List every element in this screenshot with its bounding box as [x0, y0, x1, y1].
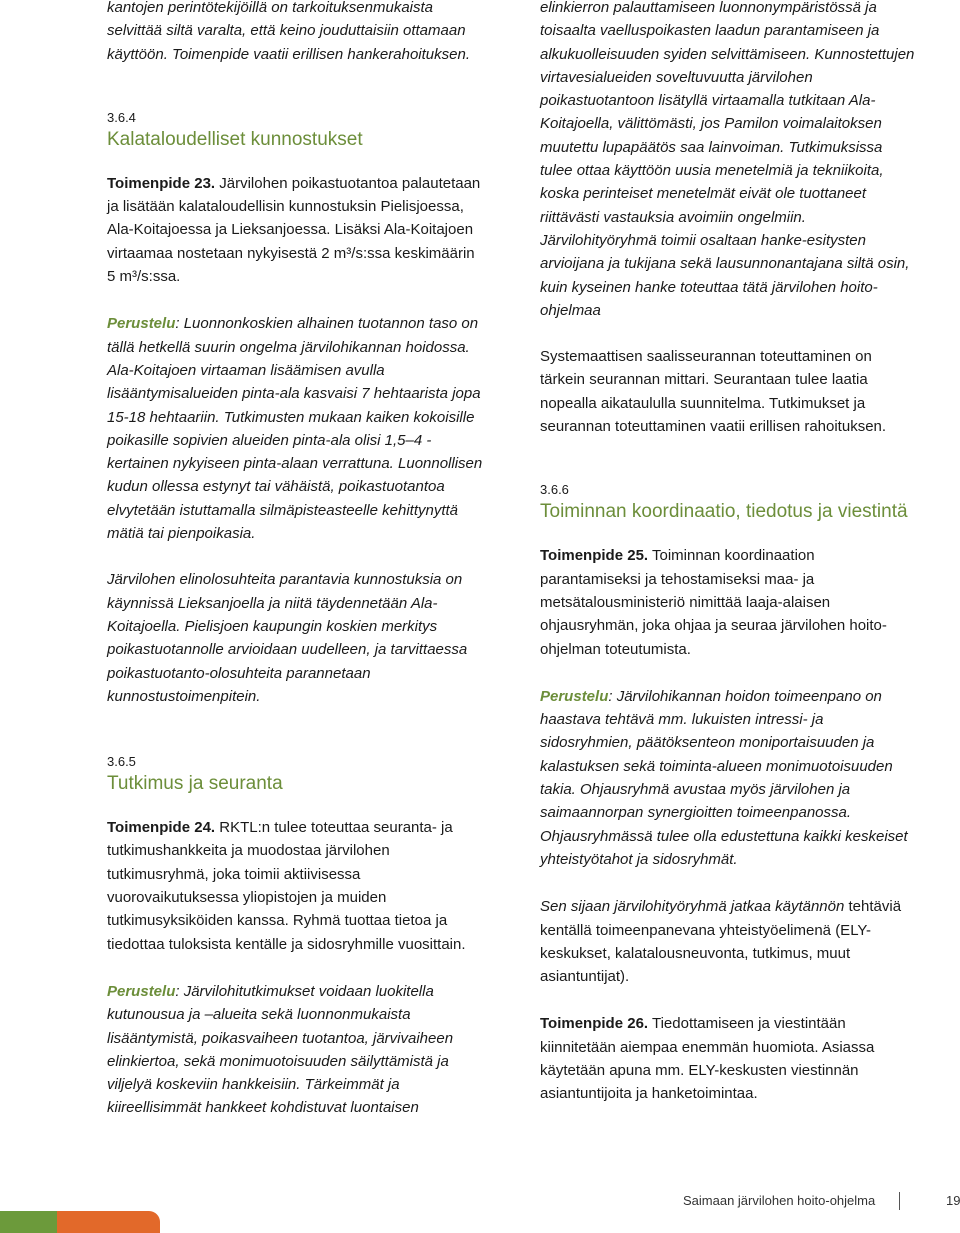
- tyoryhma-paragraph: [540, 895, 918, 988]
- page-number: 19: [946, 1193, 960, 1208]
- footer-green-bar: [0, 1211, 57, 1233]
- left-column: [107, 0, 485, 1120]
- section-3-6-5-title: Tutkimus ja seuranta: [107, 773, 283, 795]
- right-column: [540, 0, 918, 1106]
- perustelu-label: Perustelu: [107, 315, 176, 333]
- left-intro-paragraph: kantojen perintötekijöillä on tarkoituksenmukaista selvittää siltä varalta, että keino jouduttaisiin ottamaan käyttöön. Toimenpide vaatii erillisen hankerahoituksen.: [107, 0, 470, 63]
- section-3-6-4-title: Kalataloudelliset kunnostukset: [107, 128, 363, 150]
- footer-orange-bar: [57, 1211, 160, 1233]
- perustelu-25-text: : Järvilohikannan hoidon toimeenpano on haastava tehtävä mm. lukuisten intressi- ja sidosryhmien, päätöksenteon moniportaisuuden ja kalastuksen sekä toiminta-alueen monimuotoisuuden takia. Ohjausryhmä avustaa myös järvilohen ja saimaannorpan synergioitten toimeenpanossa. Ohjausryhmässä tulee olla edustettuna kaikki keskeiset yhteistyötahot ja sidosryhmät.: [540, 687, 908, 868]
- toimenpide-26-text: Tiedottamiseen ja viestintään kiinnitetään aiempaa enemmän huomiota. Asiassa käytetään apuna mm. ELY-keskusten viestinnän asiantuntijoita ja hanketoimintaa.: [540, 1015, 875, 1103]
- toimenpide-24-label: Toimenpide 24.: [107, 819, 216, 837]
- perustelu-label: Perustelu: [540, 687, 609, 705]
- tyoryhma-text: tehtäviä kentällä toimeenpanevana yhteistyöelimenä (ELY-keskukset, kalatalousneuvonta, tutkimus, muut asiantuntijat).: [540, 898, 902, 986]
- toimenpide-26-paragraph: [540, 1012, 918, 1105]
- elinolosuhteet-paragraph: Järvilohen elinolosuhteita parantavia kunnostuksia on käynnissä Lieksanjoella ja niitä täydennetään Ala-Koitajoella. Pielisjoen kaupungin koskien merkitys poikastuotannolle arvioidaan uudelleen, ja tarvittaessa poikastuotanto-olosuhteita parannetaan kunnostustoimenpitein.: [107, 571, 468, 705]
- toimenpide-23-text: Järvilohen poikastuotantoa palautetaan ja lisätään kalataloudellisin kunnostuksin Pielisjoessa, Ala-Koitajoessa ja Lieksanjoessa. Lisäksi Ala-Koitajoen virtaamaa nostetaan nykyisestä 2 m³/s:ssa keskimäärin 5 m³/s:ssa.: [107, 174, 481, 286]
- tyoryhma-italic-text: Sen sijaan järvilohityöryhmä jatkaa käytännön: [540, 898, 845, 916]
- section-3-6-4-number: 3.6.4: [107, 109, 136, 125]
- perustelu-23-paragraph: [107, 312, 485, 545]
- seuranta-paragraph: Systemaattisen saalisseurannan toteuttaminen on tärkein seurannan mittari. Seurantaan tulee laatia nopealla aikataululla suunnitelma. Tutkimukset ja seurannan toteuttaminen vaatii erillisen rahoituksen.: [540, 348, 887, 436]
- toimenpide-24-text: RKTL:n tulee toteuttaa seuranta- ja tutkimushankkeita ja muodostaa järvilohen tutkimusryhmä, joka toimii aktiivisessa vuorovaikutuksessa yliopistojen ja muiden tutkimusyksiköiden kanssa. Ryhmä tuottaa tietoa ja tiedottaa tuloksista kentälle ja sidosryhmille vuosittain.: [107, 819, 466, 953]
- toimenpide-24-paragraph: [107, 816, 485, 956]
- toimenpide-25-text: Toiminnan koordinaation parantamiseksi ja tehostamiseksi maa- ja metsätalousministeriö nimittää laaja-alaisen ohjausryhmän, joka ohjaa ja seuraa järvilohen hoito-ohjelman toteutumista.: [540, 547, 887, 658]
- perustelu-24-paragraph: [107, 980, 485, 1120]
- toimenpide-23-paragraph: [107, 172, 485, 288]
- toimenpide-25-label: Toimenpide 25.: [540, 547, 649, 565]
- perustelu-25-paragraph: [540, 685, 918, 871]
- right-intro-paragraph: elinkierron palauttamiseen luonnonympäristössä ja toisaalta vaelluspoikasten laadun parantamiseen ja alkukuolleisuuden syiden selvittämiseen. Kunnostettujen virtavesialueiden soveltuvuutta järvilohen poikastuotantoon lisätyllä virtaamalla tutkitaan Ala-Koitajoella, välittömästi, jos Pamilon voimalaitoksen muutettu lupapäätös saa lainvoiman. Tutkimuksissa tulee ottaa käyttöön uusia menetelmiä ja tekniikoita, koska perinteiset menetelmät eivät ole tuottaneet riittävästi vastauksia avoimiin ongelmiin. Järvilohityöryhmä toimii osaltaan hanke-esitysten arvioijana ja tukijana sekä lausunnonantajana siltä osin, kuin kyseinen hanke toteuttaa tätä järvilohen hoito-ohjelmaa: [540, 0, 915, 319]
- perustelu-24-text: : Järvilohitutkimukset voidaan luokitella kutunousua ja –alueita sekä luonnonmukaista lisääntymistä, poikasvaiheen tuotantoa, järvivaiheen elinkiertoa, sekä monimuotoisuuden säilyttämistä ja viljelyä koskeviin hankkeisiin. Tärkeimmät ja kiireellisimmät hankkeet kohdistuvat luontaisen: [107, 982, 454, 1117]
- section-3-6-5-number: 3.6.5: [107, 754, 136, 770]
- footer-title: Saimaan järvilohen hoito-ohjelma: [683, 1193, 876, 1208]
- footer-divider: [899, 1192, 900, 1210]
- perustelu-label: Perustelu: [107, 982, 176, 1000]
- section-3-6-6-title: Toiminnan koordinaatio, tiedotus ja viestintä: [540, 501, 908, 523]
- toimenpide-23-label: Toimenpide 23.: [107, 174, 216, 192]
- toimenpide-26-label: Toimenpide 26.: [540, 1015, 649, 1033]
- toimenpide-25-paragraph: [540, 544, 918, 660]
- section-3-6-6-number: 3.6.6: [540, 482, 569, 498]
- perustelu-23-text: : Luonnonkoskien alhainen tuotannon taso on tällä hetkellä suurin ongelma järvilohikannan hoidossa. Ala-Koitajoen virtaaman lisäämisen avulla lisääntymisalueiden pinta-ala kasvaisi 7 hehtaarista jopa 15-18 hehtaariin. Tutkimusten mukaan kaiken kokoisille poikasille sopivien alueiden pinta-ala olisi 1,5–4 -kertainen nykyiseen pinta-alaan verrattuna. Luonnollisen kudun ollessa estynyt tai vähäistä, poikastuotantoa elvytetään istuttamalla silmäpisteasteelle kehittynyttä mätiä tai pienpoikasia.: [107, 315, 483, 543]
